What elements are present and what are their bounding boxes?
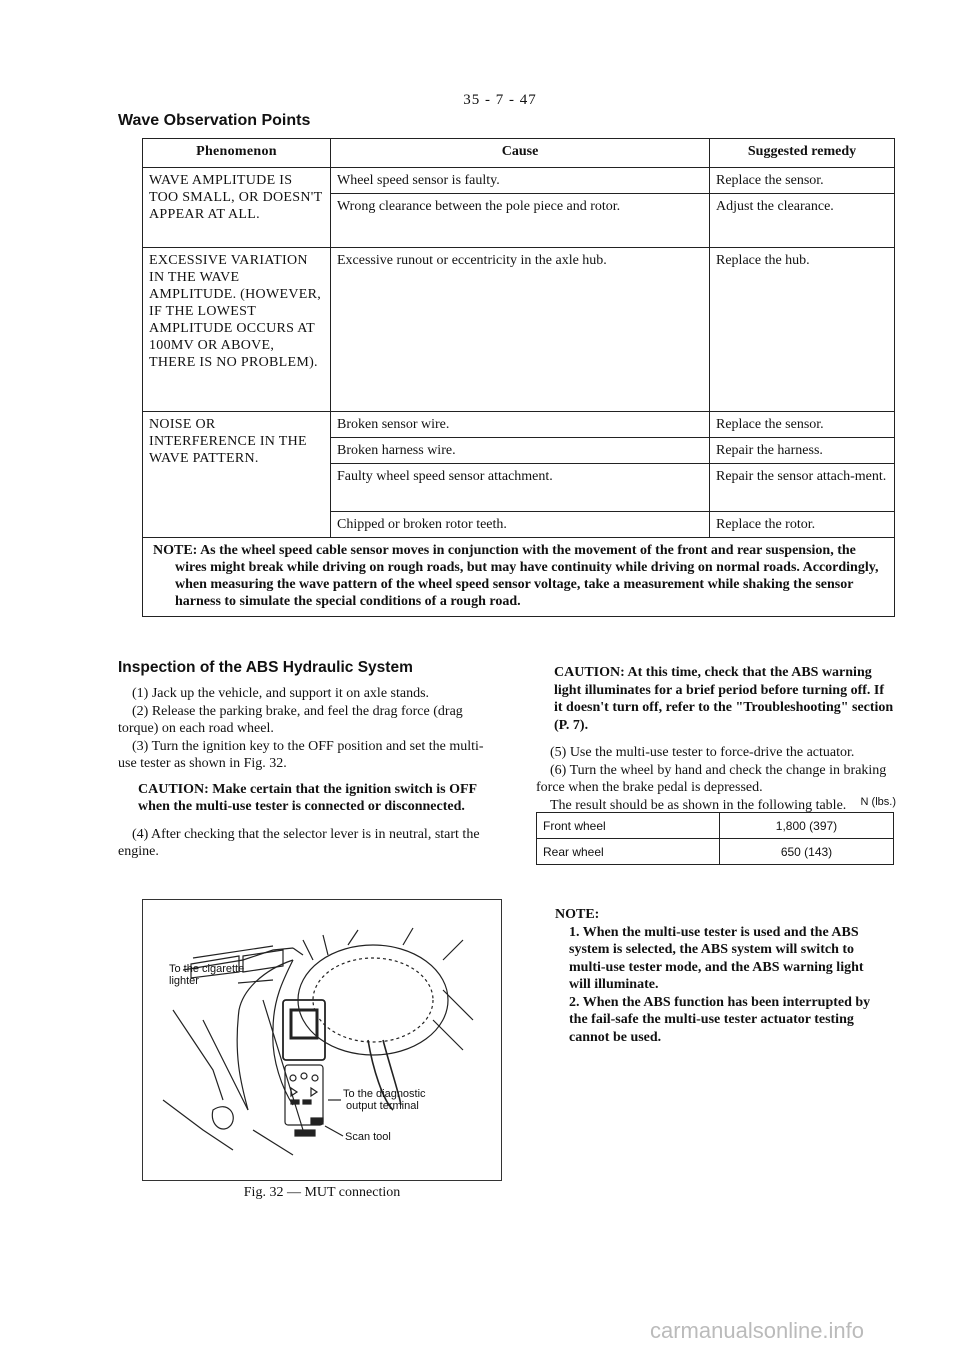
table-row [143, 248, 895, 412]
header-phenomenon: Phenomenon [143, 139, 331, 168]
caution-warning-light: CAUTION: At this time, check that the ABS warning light illuminates for a brief period before turning off. If it doesn't turn off, refer to the "Troubleshooting" section (P. 7). [554, 665, 894, 733]
cause-cell: Broken sensor wire. [331, 412, 710, 438]
step-2: (2) Release the parking brake, and feel the drag force (drag torque) on each road wheel. [118, 703, 463, 736]
remedy-cell: Replace the rotor. [710, 512, 895, 538]
force-row-value: 650 (143) [720, 839, 894, 865]
caution-ignition: CAUTION: Make certain that the ignition switch is OFF when the multi-use tester is connected or disconnected. [138, 781, 477, 814]
label-diagnostic-line: output terminal [346, 1100, 419, 1112]
header-cause: Cause [331, 139, 710, 168]
step-6: (6) Turn the wheel by hand and check the change in braking force when the brake pedal is depressed. [536, 762, 887, 795]
force-unit: N (lbs.) [860, 796, 896, 808]
cause-cell: Chipped or broken rotor teeth. [331, 512, 710, 538]
step-5: (5) Use the multi-use tester to force-drive the actuator. [550, 745, 855, 760]
watermark: carmanualsonline.info [650, 1318, 865, 1343]
label-cigarette [169, 963, 247, 987]
remedy-cell: Repair the sensor attach-ment. [710, 464, 895, 512]
label-cigarette-line: To the cigarette [169, 963, 245, 975]
label-diagnostic [343, 1088, 429, 1112]
notes-label: NOTE: [555, 907, 600, 922]
section-title-wave: Wave Observation Points [118, 112, 311, 129]
phenomenon-cell: WAVE AMPLITUDE IS TOO SMALL, OR DOESN'T APPEAR AT ALL. [143, 168, 331, 248]
cause-cell: Excessive runout or eccentricity in the axle hub. [331, 248, 710, 412]
figure-mut-connection [142, 899, 502, 1181]
phenomenon-cell: EXCESSIVE VARIATION IN THE WAVE AMPLITUDE. (HOWEVER, IF THE LOWEST AMPLITUDE OCCURS AT 100MV OR ABOVE, THERE IS NO PROBLEM). [143, 248, 331, 412]
table-row [143, 412, 895, 438]
cause-cell: Wrong clearance between the pole piece and rotor. [331, 194, 710, 248]
cause-cell: Broken harness wire. [331, 438, 710, 464]
step-1: (1) Jack up the vehicle, and support it on axle stands. [132, 686, 430, 701]
table-note-text: NOTE: As the wheel speed cable sensor moves in conjunction with the movement of the front and rear suspension, the wires might break while driving on rough roads, but may have continuity while driving on normal roads. Accordingly, when measuring the wave pattern of the wheel speed sensor voltage, take a measurement while shaking the sensor harness to simulate the special conditions of a rough road. [153, 543, 879, 609]
cause-cell: Faulty wheel speed sensor attachment. [331, 464, 710, 512]
remedy-cell: Replace the hub. [710, 248, 895, 412]
step-4: (4) After checking that the selector lever is in neutral, start the engine. [118, 826, 480, 859]
remedy-cell: Adjust the clearance. [710, 194, 895, 248]
label-scan-tool: Scan tool [345, 1131, 391, 1143]
braking-force-table [536, 812, 894, 865]
force-row-label: Rear wheel [537, 839, 720, 865]
wave-observation-table [142, 138, 895, 617]
page-number: 35 - 7 - 47 [463, 92, 537, 108]
phenomenon-cell: NOISE OR INTERFERENCE IN THE WAVE PATTERN. [143, 412, 331, 538]
notes-block [555, 906, 885, 1046]
note-1: 1. When the multi-use tester is used and the ABS system is selected, the ABS system will switch to multi-use tester mode, and the ABS warning light will illuminate. [569, 924, 864, 992]
table-note [143, 538, 895, 617]
remedy-cell: Replace the sensor. [710, 168, 895, 194]
header-remedy: Suggested remedy [710, 139, 895, 168]
step-3: (3) Turn the ignition key to the OFF position and set the multi-use tester as shown in Fig. 32. [118, 738, 484, 771]
force-row-label: Front wheel [537, 813, 720, 839]
remedy-cell: Repair the harness. [710, 438, 895, 464]
label-cigarette-line: lighter [169, 975, 199, 987]
mut-connection-drawing [143, 900, 501, 1180]
section-title-abs-hydraulic: Inspection of the ABS Hydraulic System [118, 659, 413, 676]
left-column [118, 685, 502, 861]
table-note-row [143, 538, 895, 617]
figure-caption: Fig. 32 — MUT connection [243, 1185, 401, 1200]
table-row [143, 168, 895, 194]
table-header-row [143, 139, 895, 168]
step-6-result: The result should be as shown in the following table. [550, 797, 847, 813]
note-2: 2. When the ABS function has been interrupted by the fail-safe the multi-use tester actuator testing cannot be used. [569, 994, 871, 1045]
label-diagnostic-line: To the diagnostic [343, 1088, 426, 1100]
table-row [537, 813, 894, 839]
table-row [537, 839, 894, 865]
remedy-cell: Replace the sensor. [710, 412, 895, 438]
cause-cell: Wheel speed sensor is faulty. [331, 168, 710, 194]
right-column [536, 664, 896, 814]
force-row-value: 1,800 (397) [720, 813, 894, 839]
